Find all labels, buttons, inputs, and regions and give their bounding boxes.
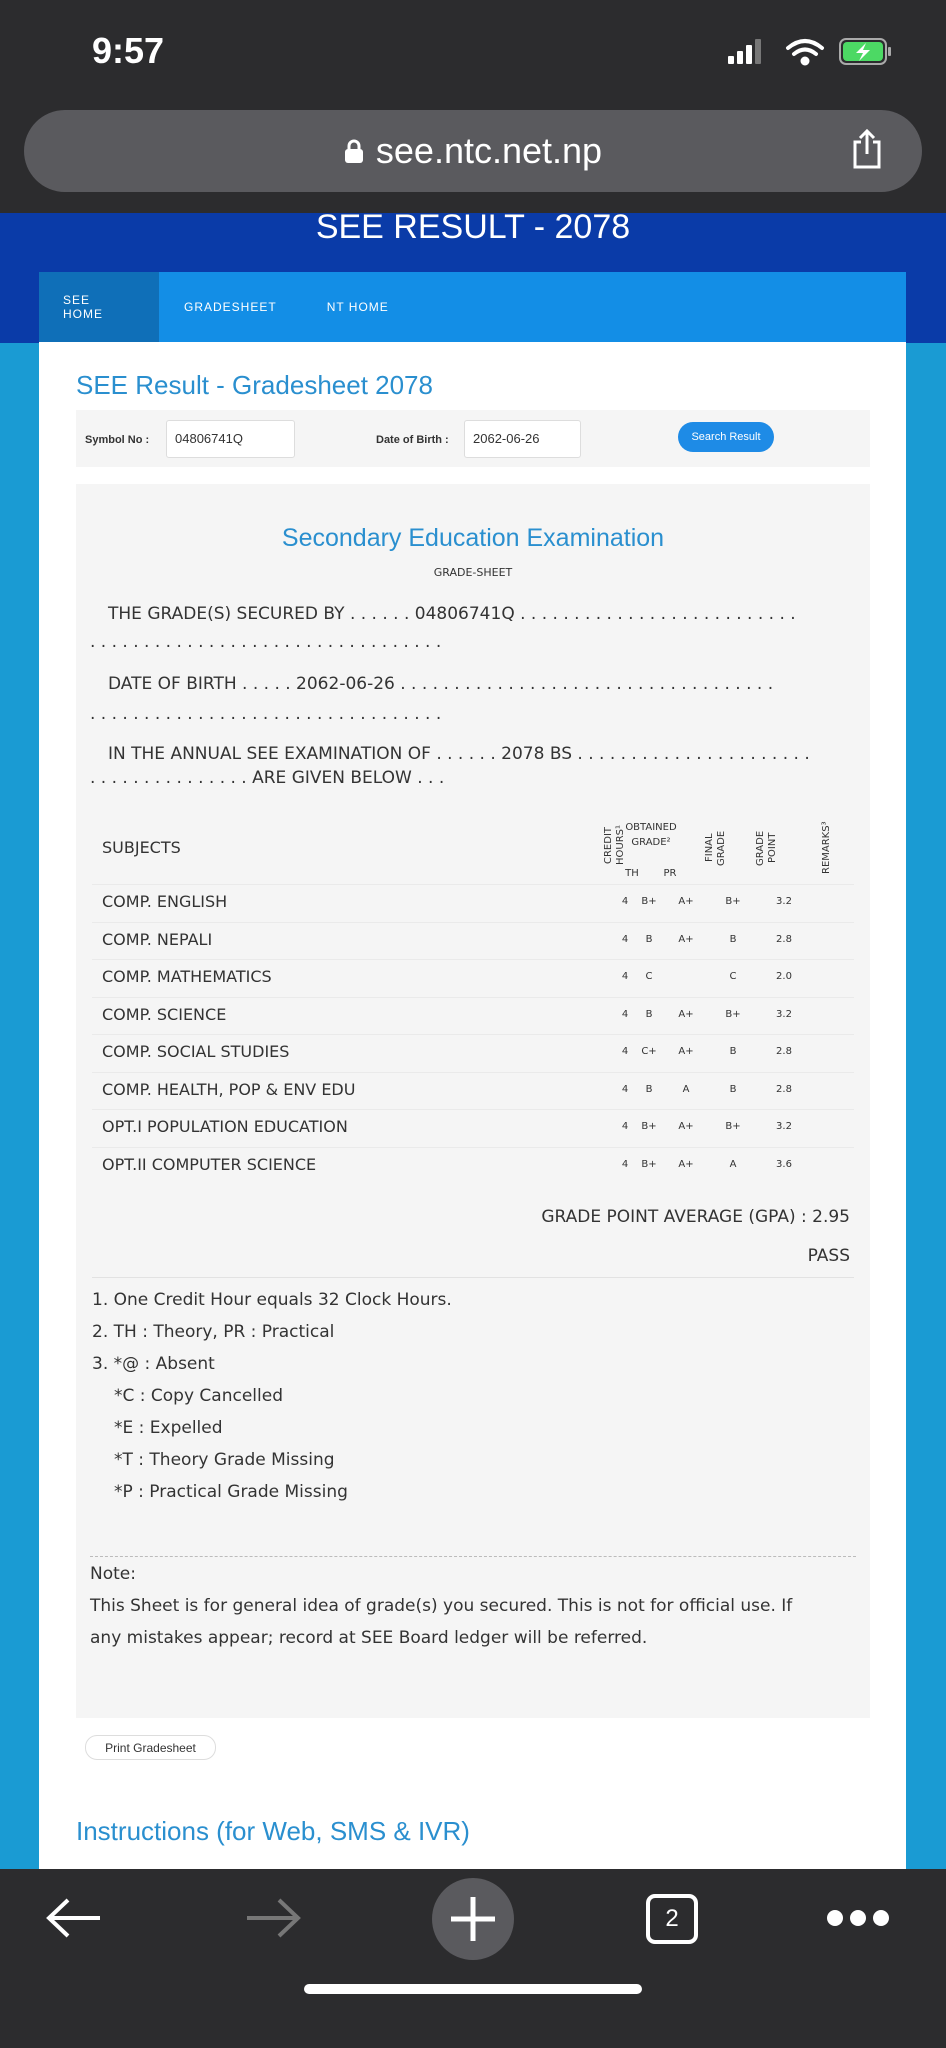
final-cell: B	[729, 933, 737, 945]
footnote: 1. One Credit Hour equals 32 Clock Hours.	[92, 1290, 452, 1310]
nav-see-home[interactable]: SEE HOME	[39, 272, 159, 342]
gp-cell: 2.8	[776, 1083, 792, 1095]
wifi-icon	[788, 41, 822, 64]
secured-by-line: THE GRADE(S) SECURED BY . . . . . . 04806741Q . . . . . . . . . . . . . . . . . . . . . . . . . .	[108, 604, 796, 624]
exam-line: IN THE ANNUAL SEE EXAMINATION OF . . . . . . 2078 BS . . . . . . . . . . . . . . . . . . . . . .	[108, 744, 810, 764]
instructions-heading[interactable]: Instructions (for Web, SMS & IVR)	[76, 1816, 470, 1846]
gp-cell: 3.2	[776, 1121, 792, 1132]
symbol-input[interactable]: 04806741Q	[166, 420, 295, 458]
subject-name: OPT.II COMPUTER SCIENCE	[102, 1154, 317, 1174]
note-text: This Sheet is for general idea of grade(s) you secured. This is not for official use. If	[90, 1596, 793, 1616]
status-icons	[728, 36, 898, 68]
th-cell: B+	[641, 896, 657, 907]
pr-header: PR	[663, 868, 677, 879]
final-cell: B+	[725, 1121, 741, 1132]
more-icon[interactable]	[826, 1908, 890, 1928]
pr-cell: A+	[678, 1008, 694, 1020]
search-result-button[interactable]: Search Result	[678, 422, 774, 452]
obtained-header: OBTAINED GRADE²	[625, 822, 677, 848]
grade-point-header: GRADE POINT	[755, 830, 778, 866]
back-arrow-icon[interactable]	[44, 1895, 104, 1941]
subjects-header: SUBJECTS	[102, 838, 181, 857]
table-row	[92, 884, 854, 921]
nav-nt-home[interactable]: NT HOME	[326, 300, 389, 314]
subject-name: COMP. SOCIAL STUDIES	[102, 1042, 290, 1061]
credit-header: CREDIT HOURS¹	[603, 825, 626, 866]
subject-name: COMP. HEALTH, POP & ENV EDU	[102, 1079, 356, 1099]
note-title: Note:	[90, 1564, 136, 1584]
credit-cell: 4	[621, 1046, 629, 1057]
pr-cell: A+	[678, 896, 694, 907]
dashed-divider	[90, 1556, 856, 1557]
clock: 9:57	[92, 30, 165, 71]
dob-input[interactable]: 2062-06-26	[464, 420, 581, 458]
footnote: 3. *@ : Absent	[92, 1354, 215, 1374]
th-cell: B+	[641, 1121, 657, 1132]
final-cell: A	[729, 1158, 737, 1170]
footnote: *T : Theory Grade Missing	[114, 1450, 335, 1470]
pr-cell: A+	[678, 1046, 694, 1057]
nav-gradesheet[interactable]: GRADESHEET	[184, 300, 277, 314]
footnote: 2. TH : Theory, PR : Practical	[92, 1322, 335, 1342]
subject-name: COMP. MATHEMATICS	[102, 967, 272, 986]
footnote: *P : Practical Grade Missing	[114, 1482, 348, 1502]
final-cell: B+	[725, 896, 741, 907]
th-cell: B	[645, 1008, 653, 1020]
credit-cell: 4	[621, 933, 629, 945]
gpa-text: GRADE POINT AVERAGE (GPA) : 2.95	[541, 1207, 850, 1227]
subject-name: OPT.I POPULATION EDUCATION	[102, 1117, 348, 1136]
dots-line: . . . . . . . . . . . . . . . . . . . . . . . . . . . . . . . . .	[90, 704, 442, 724]
final-cell: B+	[725, 1008, 741, 1020]
divider	[92, 1277, 854, 1278]
table-row	[92, 1034, 854, 1071]
th-cell: C+	[641, 1046, 657, 1057]
address-bar[interactable]	[24, 110, 922, 192]
pr-cell: A+	[678, 1121, 694, 1132]
forward-arrow-icon[interactable]	[243, 1895, 303, 1941]
subject-name: COMP. ENGLISH	[102, 892, 228, 911]
th-cell: B+	[641, 1158, 657, 1170]
footnote: *C : Copy Cancelled	[114, 1386, 283, 1406]
page-heading: SEE Result - Gradesheet 2078	[76, 370, 433, 400]
subject-name: COMP. NEPALI	[102, 929, 213, 949]
table-row	[92, 1147, 854, 1184]
print-gradesheet-button[interactable]: Print Gradesheet	[85, 1735, 216, 1760]
dots-line: . . . . . . . . . . . . . . . . . . . . . . . . . . . . . . . . .	[90, 632, 442, 652]
gp-cell: 2.8	[776, 933, 792, 945]
new-tab-icon[interactable]	[431, 1877, 515, 1961]
final-cell: B	[729, 1083, 737, 1095]
footnote: *E : Expelled	[114, 1418, 223, 1438]
credit-cell: 4	[621, 1083, 629, 1095]
site-title: SEE RESULT - 2078	[315, 208, 631, 246]
pr-cell: A+	[678, 1158, 694, 1170]
credit-cell: 4	[621, 896, 629, 907]
signal-icon	[728, 39, 761, 64]
exam-title: Secondary Education Examination	[281, 524, 665, 552]
gp-cell: 3.2	[776, 896, 792, 907]
lock-icon	[344, 139, 364, 163]
gp-cell: 3.2	[776, 1008, 792, 1020]
gradesheet-subtitle: GRADE-SHEET	[433, 566, 513, 579]
credit-cell: 4	[621, 971, 629, 982]
th-cell: C	[645, 971, 653, 982]
given-below-line: . . . . . . . . . . . . . . . ARE GIVEN BELOW . . .	[90, 768, 445, 788]
table-row	[92, 997, 854, 1034]
symbol-label: Symbol No :	[85, 434, 150, 446]
remarks-header: REMARKS³	[821, 821, 832, 875]
home-indicator	[304, 1984, 642, 1994]
note-text: any mistakes appear; record at SEE Board ledger will be referred.	[90, 1628, 648, 1648]
table-row	[92, 922, 854, 959]
dob-line: DATE OF BIRTH . . . . . 2062-06-26 . . . . . . . . . . . . . . . . . . . . . . . . . . . . . . . . . . .	[108, 674, 774, 694]
th-cell: B	[645, 1083, 653, 1095]
credit-cell: 4	[621, 1121, 629, 1132]
gradesheet-panel	[76, 484, 870, 1718]
final-cell: C	[729, 971, 737, 982]
final-cell: B	[729, 1046, 737, 1057]
gp-cell: 2.0	[776, 971, 792, 982]
table-row	[92, 1109, 854, 1146]
battery-charging-icon	[840, 39, 891, 64]
search-form	[76, 410, 870, 467]
url-text: see.ntc.net.np	[375, 130, 603, 171]
gp-cell: 3.6	[776, 1158, 792, 1170]
tabs-button[interactable]: 2	[646, 1894, 698, 1944]
th-cell: B	[645, 933, 653, 945]
pr-cell: A+	[678, 933, 694, 945]
pr-cell: A	[682, 1083, 690, 1095]
gp-cell: 2.8	[776, 1046, 792, 1057]
result-text: PASS	[807, 1246, 850, 1266]
site-nav	[39, 272, 906, 342]
table-row	[92, 1072, 854, 1109]
th-header: TH	[625, 868, 639, 879]
credit-cell: 4	[621, 1008, 629, 1020]
final-grade-header: FINAL GRADE	[704, 830, 727, 866]
credit-cell: 4	[621, 1158, 629, 1170]
share-icon[interactable]	[852, 128, 882, 170]
dob-label: Date of Birth :	[376, 434, 449, 446]
table-row	[92, 959, 854, 996]
subject-name: COMP. SCIENCE	[102, 1004, 227, 1024]
